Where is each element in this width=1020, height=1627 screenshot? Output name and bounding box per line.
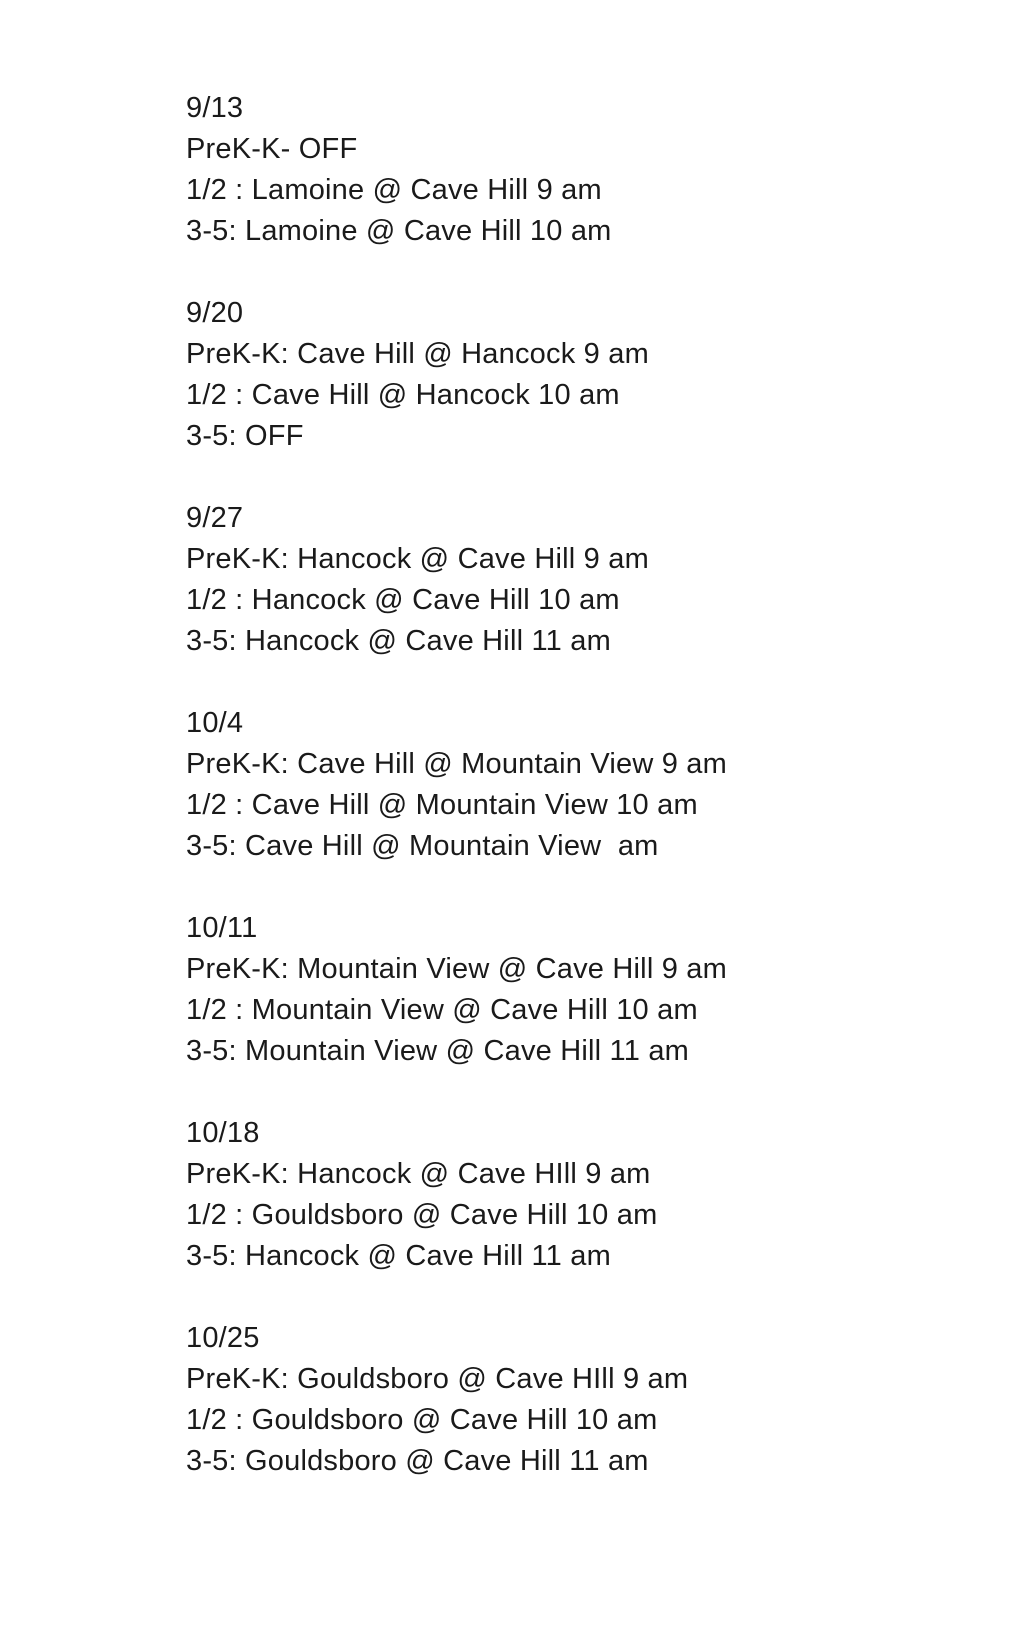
- schedule-line: 1/2 : Gouldsboro @ Cave Hill 10 am: [186, 1199, 658, 1231]
- schedule-date: 10/25: [186, 1322, 260, 1354]
- schedule-block-9-20: [186, 293, 980, 457]
- schedule-line: 1/2 : Hancock @ Cave Hill 10 am: [186, 584, 620, 616]
- schedule-line: 3-5: Mountain View @ Cave Hill 11 am: [186, 1035, 690, 1067]
- schedule-line: PreK-K: Cave Hill @ Hancock 9 am: [186, 338, 649, 370]
- schedule-line: PreK-K: Cave Hill @ Mountain View 9 am: [186, 748, 727, 780]
- schedule-line: 3-5: Lamoine @ Cave Hill 10 am: [186, 215, 612, 247]
- schedule-line: 3-5: Cave Hill @ Mountain View am: [186, 830, 659, 862]
- schedule-block-10-11: [186, 908, 980, 1072]
- schedule-line: 3-5: Gouldsboro @ Cave Hill 11 am: [186, 1445, 649, 1477]
- schedule-date: 10/4: [186, 707, 244, 739]
- schedule-line: 1/2 : Gouldsboro @ Cave Hill 10 am: [186, 1404, 658, 1436]
- schedule-date: 9/27: [186, 502, 244, 534]
- schedule-date: 10/18: [186, 1117, 260, 1149]
- schedule-line: 1/2 : Cave Hill @ Mountain View 10 am: [186, 789, 698, 821]
- schedule-date: 9/20: [186, 297, 244, 329]
- schedule-line: PreK-K: Gouldsboro @ Cave HIll 9 am: [186, 1363, 689, 1395]
- schedule-block-9-27: [186, 498, 980, 662]
- schedule-line: 1/2 : Lamoine @ Cave Hill 9 am: [186, 174, 602, 206]
- schedule-line: 1/2 : Mountain View @ Cave Hill 10 am: [186, 994, 698, 1026]
- schedule-block-9-13: [186, 88, 980, 252]
- schedule-line: PreK-K: Mountain View @ Cave Hill 9 am: [186, 953, 727, 985]
- schedule-line: 3-5: OFF: [186, 420, 304, 452]
- schedule-line: PreK-K: Hancock @ Cave Hill 9 am: [186, 543, 649, 575]
- schedule-line: PreK-K- OFF: [186, 133, 358, 165]
- schedule-date: 9/13: [186, 92, 244, 124]
- schedule-block-10-25: [186, 1318, 980, 1482]
- schedule-line: 3-5: Hancock @ Cave Hill 11 am: [186, 1240, 611, 1272]
- schedule-line: 3-5: Hancock @ Cave Hill 11 am: [186, 625, 611, 657]
- schedule-line: 1/2 : Cave Hill @ Hancock 10 am: [186, 379, 620, 411]
- schedule-line: PreK-K: Hancock @ Cave HIll 9 am: [186, 1158, 651, 1190]
- schedule-block-10-18: [186, 1113, 980, 1277]
- schedule-block-10-4: [186, 703, 980, 867]
- schedule-date: 10/11: [186, 912, 258, 944]
